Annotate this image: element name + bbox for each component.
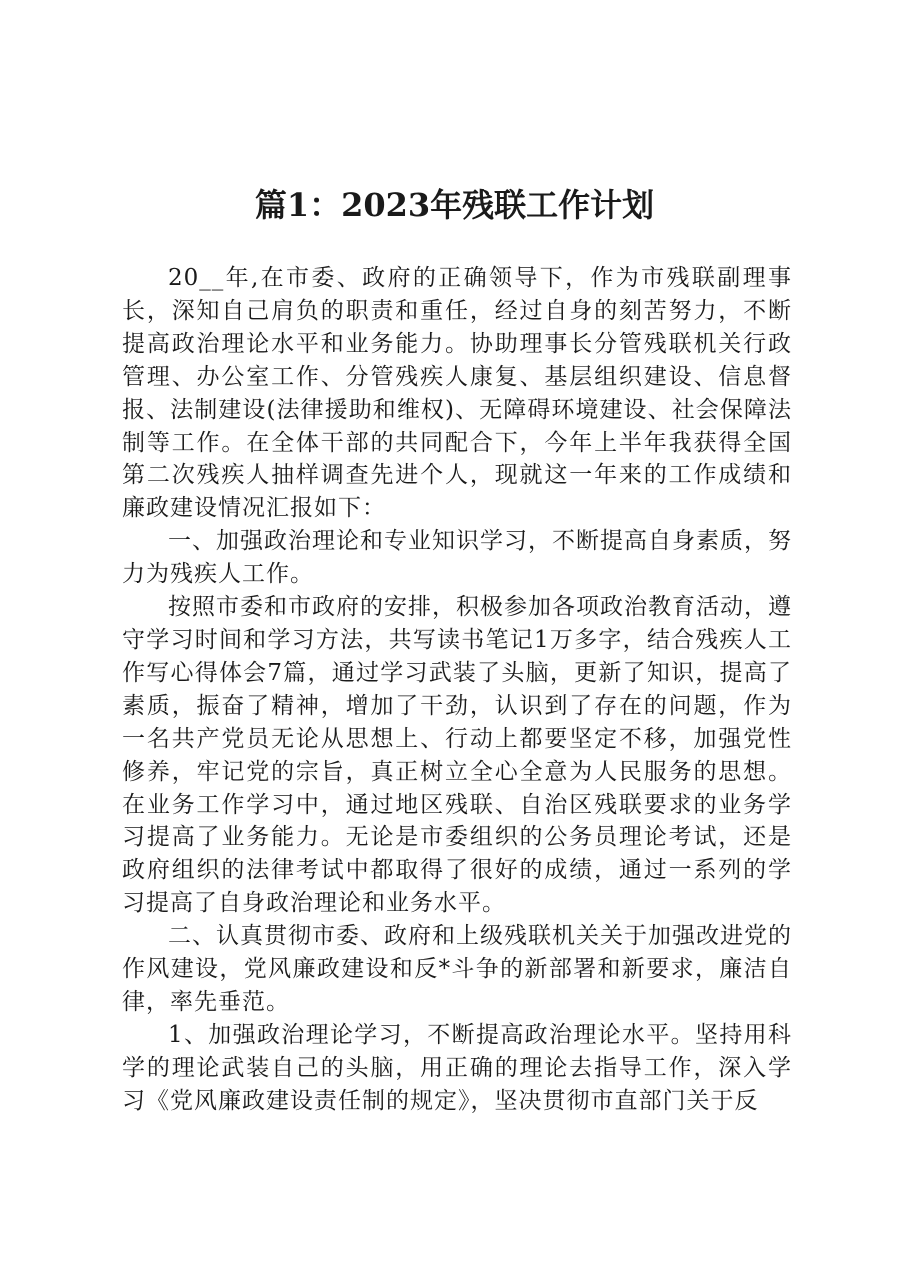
- paragraph-intro: 20__年,在市委、政府的正确领导下，作为市残联副理事长，深知自己肩负的职责和重任，经过自身的刻苦努力，不断提高政治理论水平和业务能力。协助理事长分管残联机关行政管理、办公室工作、分管残疾人康复、基层组织建设、信息督报、法制建设(法律援助和维权)、无障碍环境建设、社会保障法制等工作。在全体干部的共同配合下，今年上半年我获得全国第二次残疾人抽样调查先进个人，现就这一年来的工作成绩和廉政建设情况汇报如下：: [122, 265, 792, 522]
- paragraph-section-one-body: 按照市委和市政府的安排，积极参加各项政治教育活动，遵守学习时间和学习方法，共写读书笔记1万多字，结合残疾人工作写心得体会7篇，通过学习武装了头脑，更新了知识，提高了素质，振奋了精神，增加了干劲，认识到了存在的问题，作为一名共产党员无论从思想上、行动上都要坚定不移，加强党性修养，牢记党的宗旨，真正树立全心全意为人民服务的思想。在业务工作学习中，通过地区残联、自治区残联要求的业务学习提高了业务能力。无论是市委组织的公务员理论考试，还是政府组织的法律考试中都取得了很好的成绩，通过一系列的学习提高了自身政治理论和业务水平。: [122, 594, 792, 917]
- paragraph-section-one-heading: 一、加强政治理论和专业知识学习，不断提高自身素质，努力为残疾人工作。: [122, 528, 792, 588]
- document-body: [122, 262, 792, 1118]
- paragraph-section-two-heading: 二、认真贯彻市委、政府和上级残联机关关于加强改进党的作风建设，党风廉政建设和反*斗争的新部署和新要求，廉洁自律，率先垂范。: [122, 923, 792, 1015]
- document-title: 篇1：2023年残联工作计划: [254, 186, 655, 224]
- paragraph-item-one: 1、加强政治理论学习，不断提高政治理论水平。坚持用科学的理论武装自己的头脑，用正确的理论去指导工作，深入学习《党风廉政建设责任制的规定》，坚决贯彻市直部门关于反: [122, 1021, 792, 1114]
